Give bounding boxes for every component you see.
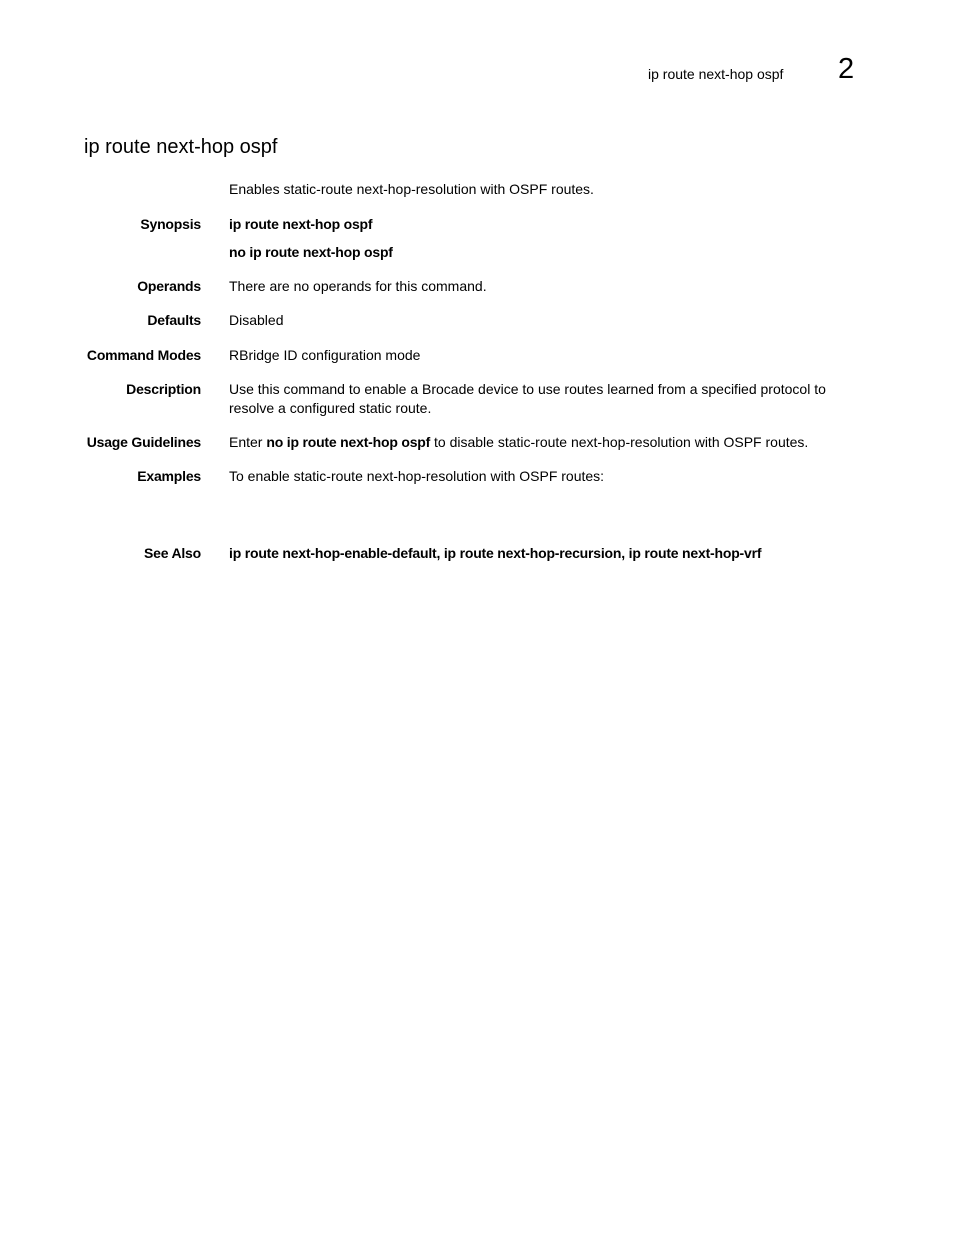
command-modes-label: Command Modes (86, 347, 201, 363)
usage-guidelines-suffix: to disable static-route next-hop-resolution with OSPF routes. (430, 434, 809, 450)
examples-text: To enable static-route next-hop-resolution with OSPF routes: (229, 468, 605, 484)
intro-text: Enables static-route next-hop-resolution with OSPF routes. (229, 181, 594, 197)
synopsis-no-command: no ip route next-hop ospf (229, 244, 393, 260)
synopsis-command: ip route next-hop ospf (229, 216, 373, 232)
examples-label: Examples (137, 468, 201, 484)
see-also-label: See Also (143, 545, 201, 561)
usage-guidelines-label: Usage Guidelines (86, 434, 201, 450)
see-also-links: ip route next-hop-enable-default, ip route next-hop-recursion, ip route next-hop-vrf (229, 545, 762, 561)
description-label: Description (126, 381, 201, 397)
usage-guidelines-text (229, 433, 869, 452)
chapter-number: 2 (838, 53, 855, 85)
running-header-title: ip route next-hop ospf (648, 66, 784, 82)
usage-guidelines-command: no ip route next-hop ospf (266, 434, 431, 450)
defaults-label: Defaults (147, 312, 201, 328)
defaults-text: Disabled (229, 312, 284, 328)
command-modes-text: RBridge ID configuration mode (229, 347, 421, 363)
operands-text: There are no operands for this command. (229, 278, 487, 294)
usage-guidelines-prefix: Enter (229, 434, 267, 450)
synopsis-label: Synopsis (140, 216, 201, 232)
page-title: ip route next-hop ospf (84, 136, 278, 158)
operands-label: Operands (137, 278, 201, 294)
description-text: Use this command to enable a Brocade device to use routes learned from a specified protocol to resolve a configured static route. (229, 381, 826, 416)
synopsis-content (229, 215, 869, 262)
